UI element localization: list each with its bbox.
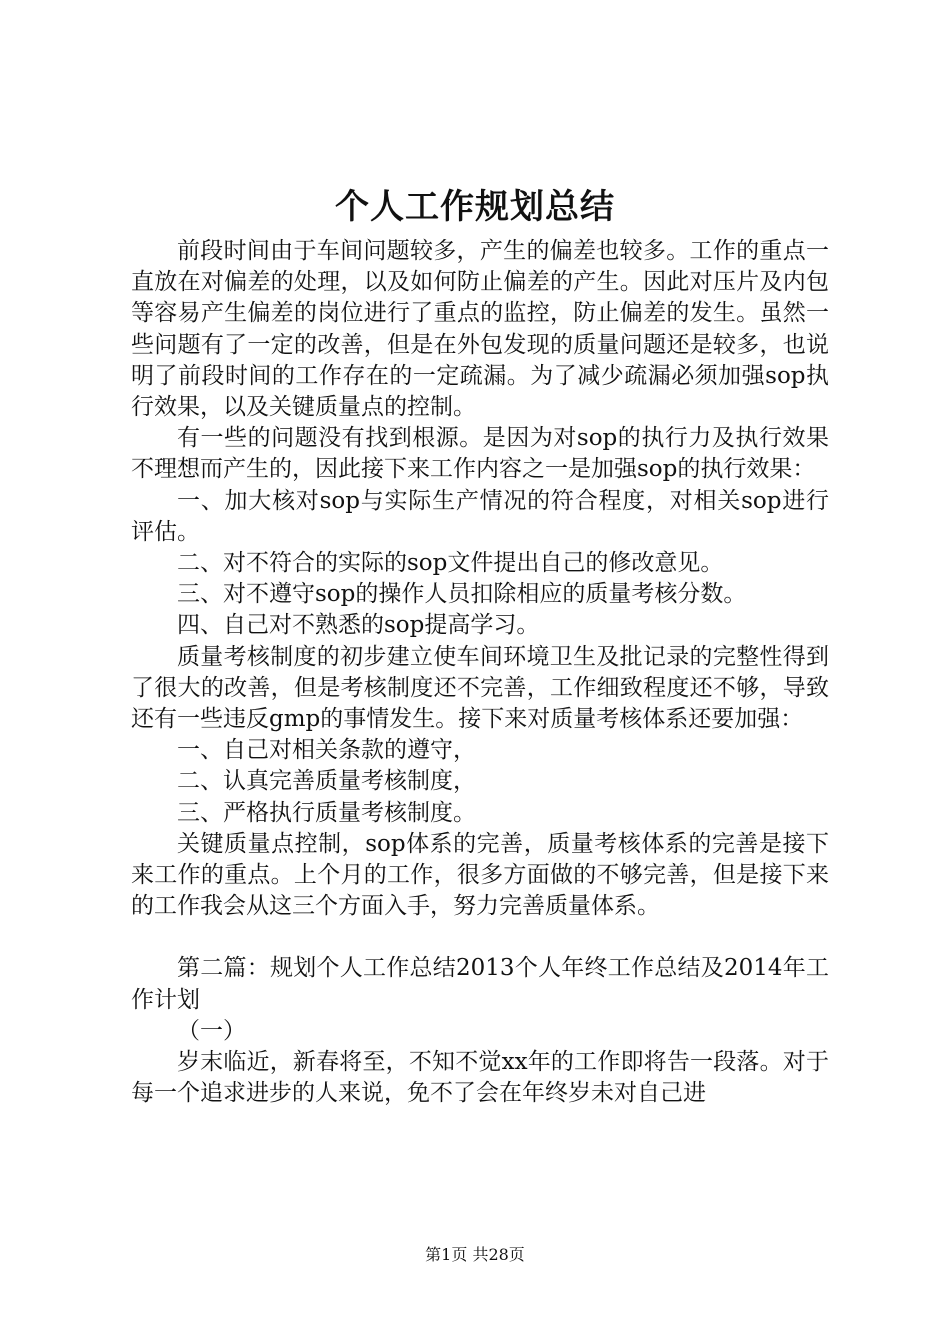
page-footer: 第1页 共28页 [425,1245,525,1264]
paragraph: 关键质量点控制，sop体系的完善，质量考核体系的完善是接下来工作的重点。上个月的工作，很多方面做的不够完善，但是接下来的工作我会从这三个方面入手，努力完善质量体系。 [131,830,829,920]
paragraph: 质量考核制度的初步建立使车间环境卫生及批记录的完整性得到了很大的改善，但是考核制度还不完善，工作细致程度还不够，导致还有一些违反gmp的事情发生。接下来对质量考核体系还要加强： [131,643,829,733]
document-body [131,236,829,1109]
list-item: 一、自己对相关条款的遵守， [177,737,476,764]
section-subheading: （一） [177,1017,246,1044]
list-item: 一、加大核对sop与实际生产情况的符合程度，对相关sop进行评估。 [131,487,829,545]
list-item: 四、自己对不熟悉的sop提高学习。 [177,612,540,639]
list-item: 二、认真完善质量考核制度， [177,768,476,795]
list-item: 三、严格执行质量考核制度。 [177,799,476,826]
paragraph: 前段时间由于车间问题较多，产生的偏差也较多。工作的重点一直放在对偏差的处理，以及如何防止偏差的产生。因此对压片及内包等容易产生偏差的岗位进行了重点的监控，防止偏差的发生。虽然一些问题有了一定的改善，但是在外包发现的质量问题还是较多，也说明了前段时间的工作存在的一定疏漏。为了减少疏漏必须加强sop执行效果，以及关键质量点的控制。 [131,238,829,421]
paragraph: 有一些的问题没有找到根源。是因为对sop的执行力及执行效果不理想而产生的，因此接下来工作内容之一是加强sop的执行效果： [131,425,829,483]
section-heading: 第二篇：规划个人工作总结2013个人年终工作总结及2014年工作计划 [131,955,829,1013]
list-item: 二、对不符合的实际的sop文件提出自己的修改意见。 [177,550,724,577]
paragraph: 岁末临近，新春将至，不知不觉xx年的工作即将告一段落。对于每一个追求进步的人来说，免不了会在年终岁未对自己进 [131,1049,829,1107]
list-item: 三、对不遵守sop的操作人员扣除相应的质量考核分数。 [177,581,747,608]
document-title: 个人工作规划总结 [335,187,615,227]
